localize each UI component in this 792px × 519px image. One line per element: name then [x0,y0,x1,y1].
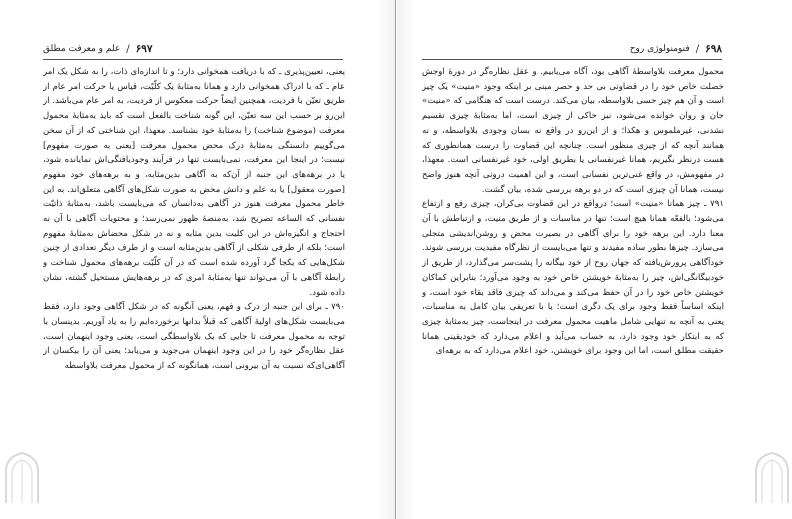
running-title: فنومنولوژی روح [629,44,690,54]
paragraph: ۷۹۱ ـ چیز همانا «منیت» است؛ درواقع در این قضاوت بی‌کران، چیزی رفع و ارتفاع می‌شود؛ بالفعّه همانا هیچ است؛ تنها در مناسبات و از طریق منیت، و ارتباطش با آن معنا دارد. این برهه خود را برای آگاهی در بصیرت محض و روشن‌اندیشی متجلی می‌سازد. چیزها بطور ساده مفیدند و تنها می‌بایست از نظرگاه مفیدیت بررسی شوند. خودآگاهی پرورش‌یافته که جهان روح از خود بیگانه را پشت‌سر می‌گذارد، از طریق از خودبیگانگی‌اش، چیز را به‌مثابهٔ خویشتن خاص خود به وجود می‌آورد؛ بنابراین کماکان خویشتن خاص خود را در آن حفظ می‌کند و می‌داند که چیزی فاقد بقاء خود است، و اینکه اساساً فقط وجود برای یک دگری است؛ یا با تعریفی بیان کامل به مناسبات، یعنی به آنچه به تنهایی شامل ماهیت محمول معرفت در اینجاست، چیز به‌مثابهٔ چیزی که به ابتکار خود وجود دارد، به حساب می‌آید و اعلام می‌دارد که خودیقینی همانا حقیقت مطلق است، اما این وجود برای خویشتن، خود اعلام می‌دارد که به برهه‌ای [422,199,724,357]
paragraph: محمول معرفت بلاواسطهٔ آگاهی بود، آگاه می‌یابیم. و عقل نظاره‌گر در دورهٔ اوجش خصلت خاص خود را در قضاوتی بی حد و حصر مبنی بر اینکه وجود «منیت» یک چیز است و آن هم چیز حسی بلاواسطه، بیان می‌کند. درست است که هنگامی که «منیت» جان و روان خوانده می‌شود، نیز حاکی از چیزی است، اما به‌مثابهٔ چیزی تقسیم نشدنی، غیرملموس و هکذا؛ و از این‌رو در واقع نه بسان وجودی بلاواسطه، و نه همانند آنچه که از چیزی منظور است. چنانچه این قضاوت را درست همانطوری که هست درنظر بگیریم، همانا غیرنفسانی یا بطریق اولی، خود غیرنفسانی است. معهذا، در مفهومش، در واقع غنی‌ترین نفسانی است، و این اهمیت درونی آنچه هنوز واضح نیست، همانا آن چیزی است که در دو برهه بررسی شده، بیان گشت. [422,67,724,195]
header-separator: / [126,43,130,55]
page-header [43,41,343,57]
page-body [43,65,345,505]
page-number: ۶۹۷ [135,43,153,55]
paragraph: ۷۹۰ ـ برای این جنبه از درک و فهم، یعنی آنگونه که در شکل آگاهی وجود دارد، فقط می‌بایست شکل‌های اولیهٔ آگاهی که قبلاً بدانها برخورده‌ایم را به یاد آوریم. بدینسان با توجه به محمول معرفت تا جایی که یک بلاواسطگی است، یعنی وجود اینهمان است، عقل نظاره‌گر خود را در این وجود اینهمان می‌جوید و می‌یابد؛ یعنی آن را بیکسان از آگاهی‌ای‌که نسبت به آن بیرونی است، همانگونه که از محمول معرفت بلاواسطه [43,302,345,372]
running-title: علم و معرفت مطلق [43,44,121,54]
header-rule [422,59,722,60]
page-number: ۶۹۸ [705,43,722,55]
page-corner-marker-icon [752,449,792,505]
right-page [397,0,792,519]
page-corner-marker-icon [2,449,42,505]
page-body [422,65,724,505]
gutter-shadow [397,0,415,519]
page-header [422,41,722,57]
gutter-shadow [377,0,395,519]
paragraph: یعنی، تعیین‌پذیری ـ که با دریافت همخوانی دارد؛ و تا اندازه‌ای ذات، را به شکل یک امر عام ـ که با ادراک همخوانی دارد و همانا به‌مثابهٔ یک کلّیّت، قیاس یا حرکت امر عام از طریق تعیّن با فردیت، همچنین ایضاً حرکت معکوس از فردیت، به امر عام می‌باشد. از این‌رو بر حسب این سه تعیّن، این گونه شناخت بالفعل است که باید به‌مثابهٔ محمول معرفت (موضوع شناخت) را به‌مثابهٔ خود بشناسد. معهذا، این شناختی که از آن سخن می‌گوییم دانستگی به‌مثابهٔ درک محض محمول معرفت [یعنی به صورت مفهوم] نیست؛ در اینجا این معرفت، نمی‌بایست تنها در فرآیند وجودیافتگی‌اش نمایانده شود، یا در برهه‌های این جنبه از آن‌که به آگاهی بدین‌مثابه، و به برهه‌های خود مفهوم [صورت معقول] یا به علم و دانش محض به صورت شکل‌های آگاهی متعلق‌اند. به این خاطر محمول معرفت هنوز در آگاهی به‌دانسان که می‌بایست باشد، به‌مثابهٔ ذاتیّت نفسانی که الساعه تصریح شد، به‌منصهٔ ظهور نمی‌رسد؛ و محتویات آگاهی با آن نه احتجاج و انگیزه‌اش در این کلیت بدین مثابه و نه در شکل محضاش به‌مثابهٔ مفهوم است؛ بلکه از طرفی شکلی از آگاهی بدین‌مثابه است و از طرف دیگر تعدادی از چنین شکل‌هایی که یکجا گرد آورده شده است که در آن کلّیّت برهه‌های محمول شناخت و رابطهٔ آگاهی با آن می‌تواند تنها به‌مثابهٔ امری که در برهه‌هایش مستحیل گشته، نشان داده شود. [43,67,345,298]
header-separator: / [695,43,700,55]
header-rule [43,59,343,60]
